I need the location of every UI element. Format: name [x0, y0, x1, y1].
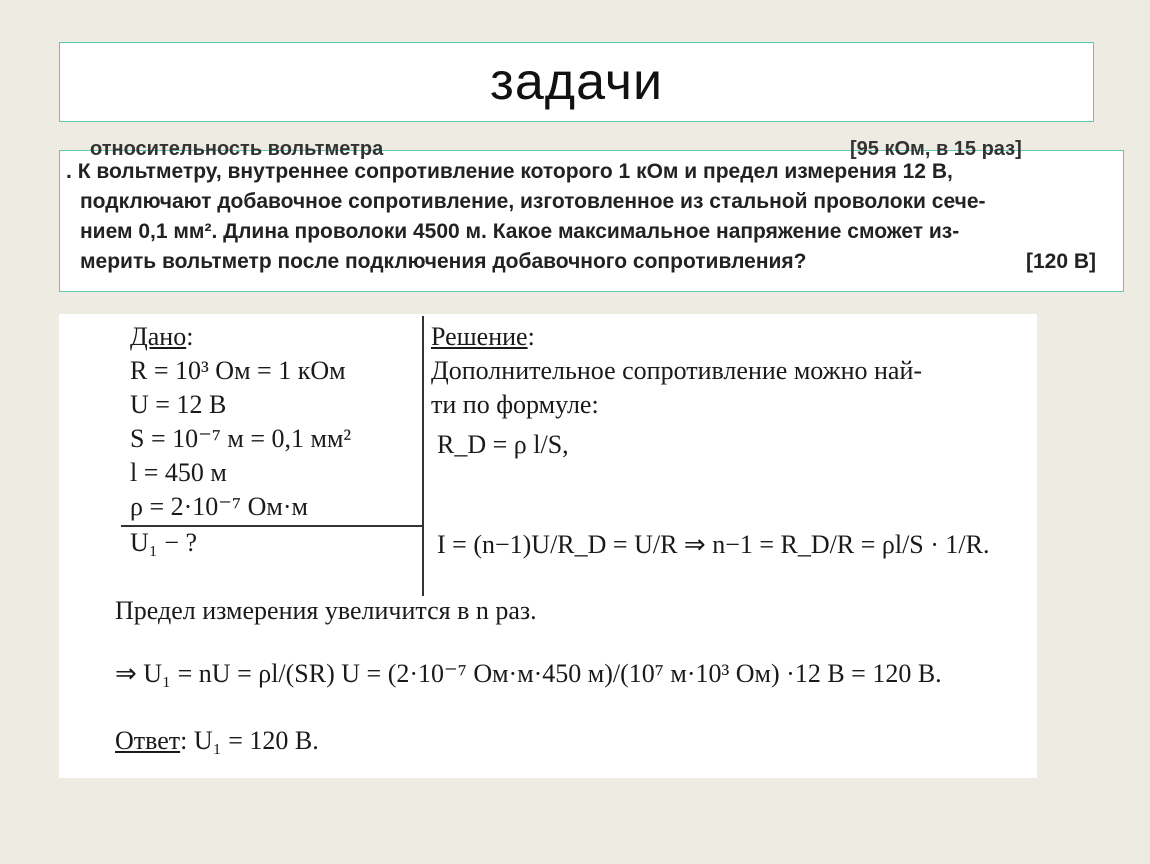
- solution-text: Дополнительное сопротивление можно най-: [431, 356, 923, 385]
- problem-line: подключают добавочное сопротивление, изготовленное из стальной проволоки сече-: [80, 190, 986, 213]
- formula-3: ⇒ U₁ = nU = ρl/(SR) U = (2·10⁻⁷ Ом·м·450 м)/(10⁷ м·10³ Ом) ·12 В = 120 В.: [115, 659, 942, 688]
- given-item: ρ = 2·10⁻⁷ Ом·м: [130, 492, 308, 521]
- given-item: R = 10³ Ом = 1 кОм: [130, 356, 346, 385]
- given-item: l = 450 м: [130, 458, 227, 487]
- problem-cut-left: относительность вольтметра: [90, 138, 384, 160]
- slide-title: задачи: [489, 53, 664, 111]
- find-item: U₁ − ?: [130, 528, 198, 557]
- column-divider: [422, 316, 424, 596]
- problem-line: . К вольтметру, внутреннее сопротивление которого 1 кОм и предел измерения 12 В,: [66, 160, 953, 183]
- given-header: Дано: [130, 322, 187, 351]
- answer-value: U₁ = 120 В.: [193, 726, 319, 755]
- answer-line: Ответ: U₁ = 120 В.: [115, 726, 319, 755]
- problem-answer: [120 В]: [1025, 250, 1096, 273]
- problem-cut-right: [95 кОм, в 15 раз]: [850, 138, 1022, 160]
- formula-2: I = (n−1)U/R_D = U/R ⇒ n−1 = R_D/R = ρl/S · 1/R.: [437, 530, 990, 559]
- solution-header: Решение: [431, 322, 528, 351]
- solution-panel: [59, 314, 1037, 778]
- solution-section: Решение: Дополнительное сопротивление можно най- ти по формуле:: [431, 320, 922, 422]
- given-divider: [121, 525, 424, 527]
- problem-line: нием 0,1 мм². Длина проволоки 4500 м. Какое максимальное напряжение сможет из-: [80, 220, 960, 243]
- limit-text: Предел измерения увеличится в n раз.: [115, 596, 537, 625]
- problem-line: мерить вольтметр после подключения добавочного сопротивления? [120 В]: [66, 247, 1096, 277]
- given-item: S = 10⁻⁷ м = 0,1 мм²: [130, 424, 352, 453]
- answer-label: Ответ: [115, 726, 181, 755]
- problem-text: [66, 157, 1096, 277]
- formula-1: R_D = ρ l/S,: [437, 430, 569, 459]
- slide-title-box: [59, 42, 1094, 122]
- problem-bullet: .: [66, 160, 72, 183]
- given-section: Дано: R = 10³ Ом = 1 кОм U = 12 В S = 10⁻⁷ м = 0,1 мм² l = 450 м ρ = 2·10⁻⁷ Ом·м: [130, 320, 351, 524]
- problem-box: [59, 138, 1124, 292]
- given-item: U = 12 В: [130, 390, 227, 419]
- solution-text: ти по формуле:: [431, 390, 599, 419]
